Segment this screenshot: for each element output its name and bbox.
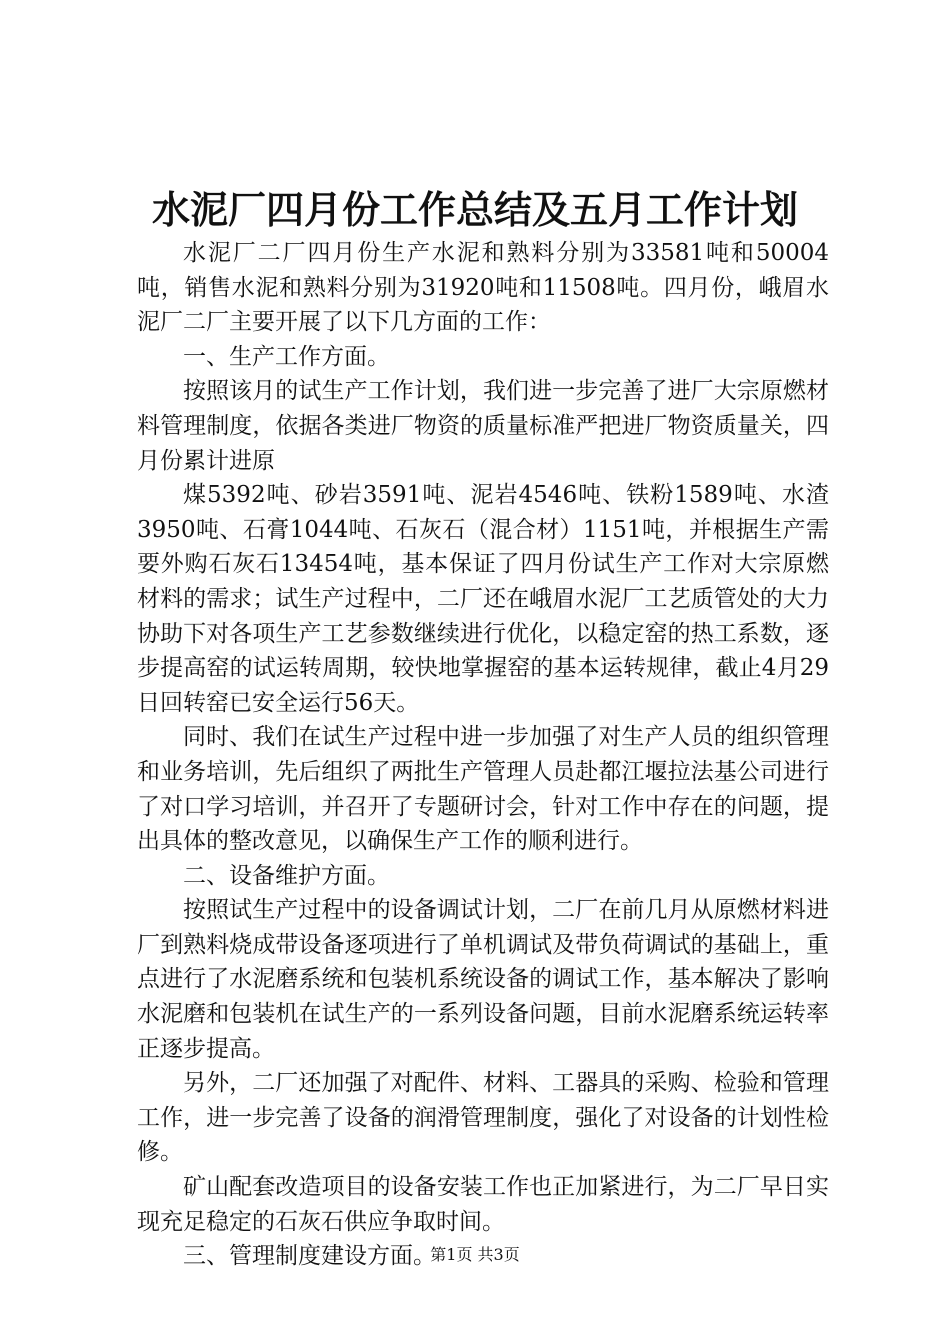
- document-title: 水泥厂四月份工作总结及五月工作计划: [151, 187, 798, 232]
- paragraph-mine-project: 矿山配套改造项目的设备安装工作也正加紧进行，为二厂早日实现充足稳定的石灰石供应争取时间。: [137, 1174, 829, 1235]
- page-number: 第1页 共3页: [430, 1245, 520, 1264]
- paragraph-procurement: 另外，二厂还加强了对配件、材料、工器具的采购、检验和管理工作，进一步完善了设备的润滑管理制度，强化了对设备的计划性检修。: [137, 1070, 829, 1166]
- section-heading-equipment: 二、设备维护方面。: [183, 862, 390, 889]
- document-body: [137, 236, 829, 1274]
- paragraph-intro: 水泥厂二厂四月份生产水泥和熟料分别为33581吨和50004吨，销售水泥和熟料分别为31920吨和11508吨。四月份，峨眉水泥厂二厂主要开展了以下几方面的工作：: [137, 240, 829, 336]
- paragraph-equipment-testing: 按照试生产过程中的设备调试计划，二厂在前几月从原燃材料进厂到熟料烧成带设备逐项进行了单机调试及带负荷调试的基础上，重点进行了水泥磨系统和包装机系统设备的调试工作，基本解决了影响水泥磨和包装机在试生产的一系列设备问题，目前水泥磨系统运转率正逐步提高。: [137, 897, 829, 1062]
- paragraph-materials-management: 按照该月的试生产工作计划，我们进一步完善了进厂大宗原燃材料管理制度，依据各类进厂物资的质量标准严把进厂物资质量关，四月份累计进原: [137, 378, 829, 474]
- section-heading-production: 一、生产工作方面。: [183, 343, 390, 370]
- section-heading-management: 三、管理制度建设方面。: [183, 1243, 436, 1270]
- paragraph-staff-training: 同时、我们在试生产过程中进一步加强了对生产人员的组织管理和业务培训，先后组织了两批生产管理人员赴都江堰拉法基公司进行了对口学习培训，并召开了专题研讨会，针对工作中存在的问题，提出具体的整改意见，以确保生产工作的顺利进行。: [137, 724, 829, 855]
- paragraph-materials-quantities: 煤5392吨、砂岩3591吨、泥岩4546吨、铁粉1589吨、水渣3950吨、石膏1044吨、石灰石（混合材）1151吨，并根据生产需要外购石灰石13454吨，基本保证了四月份试生产工作对大宗原燃材料的需求；试生产过程中，二厂还在峨眉水泥厂工艺质管处的大力协助下对各项生产工艺参数继续进行优化，以稳定窑的热工系数，逐步提高窑的试运转周期，较快地掌握窑的基本运转规律，截止4月29日回转窑已安全运行56天。: [137, 482, 829, 716]
